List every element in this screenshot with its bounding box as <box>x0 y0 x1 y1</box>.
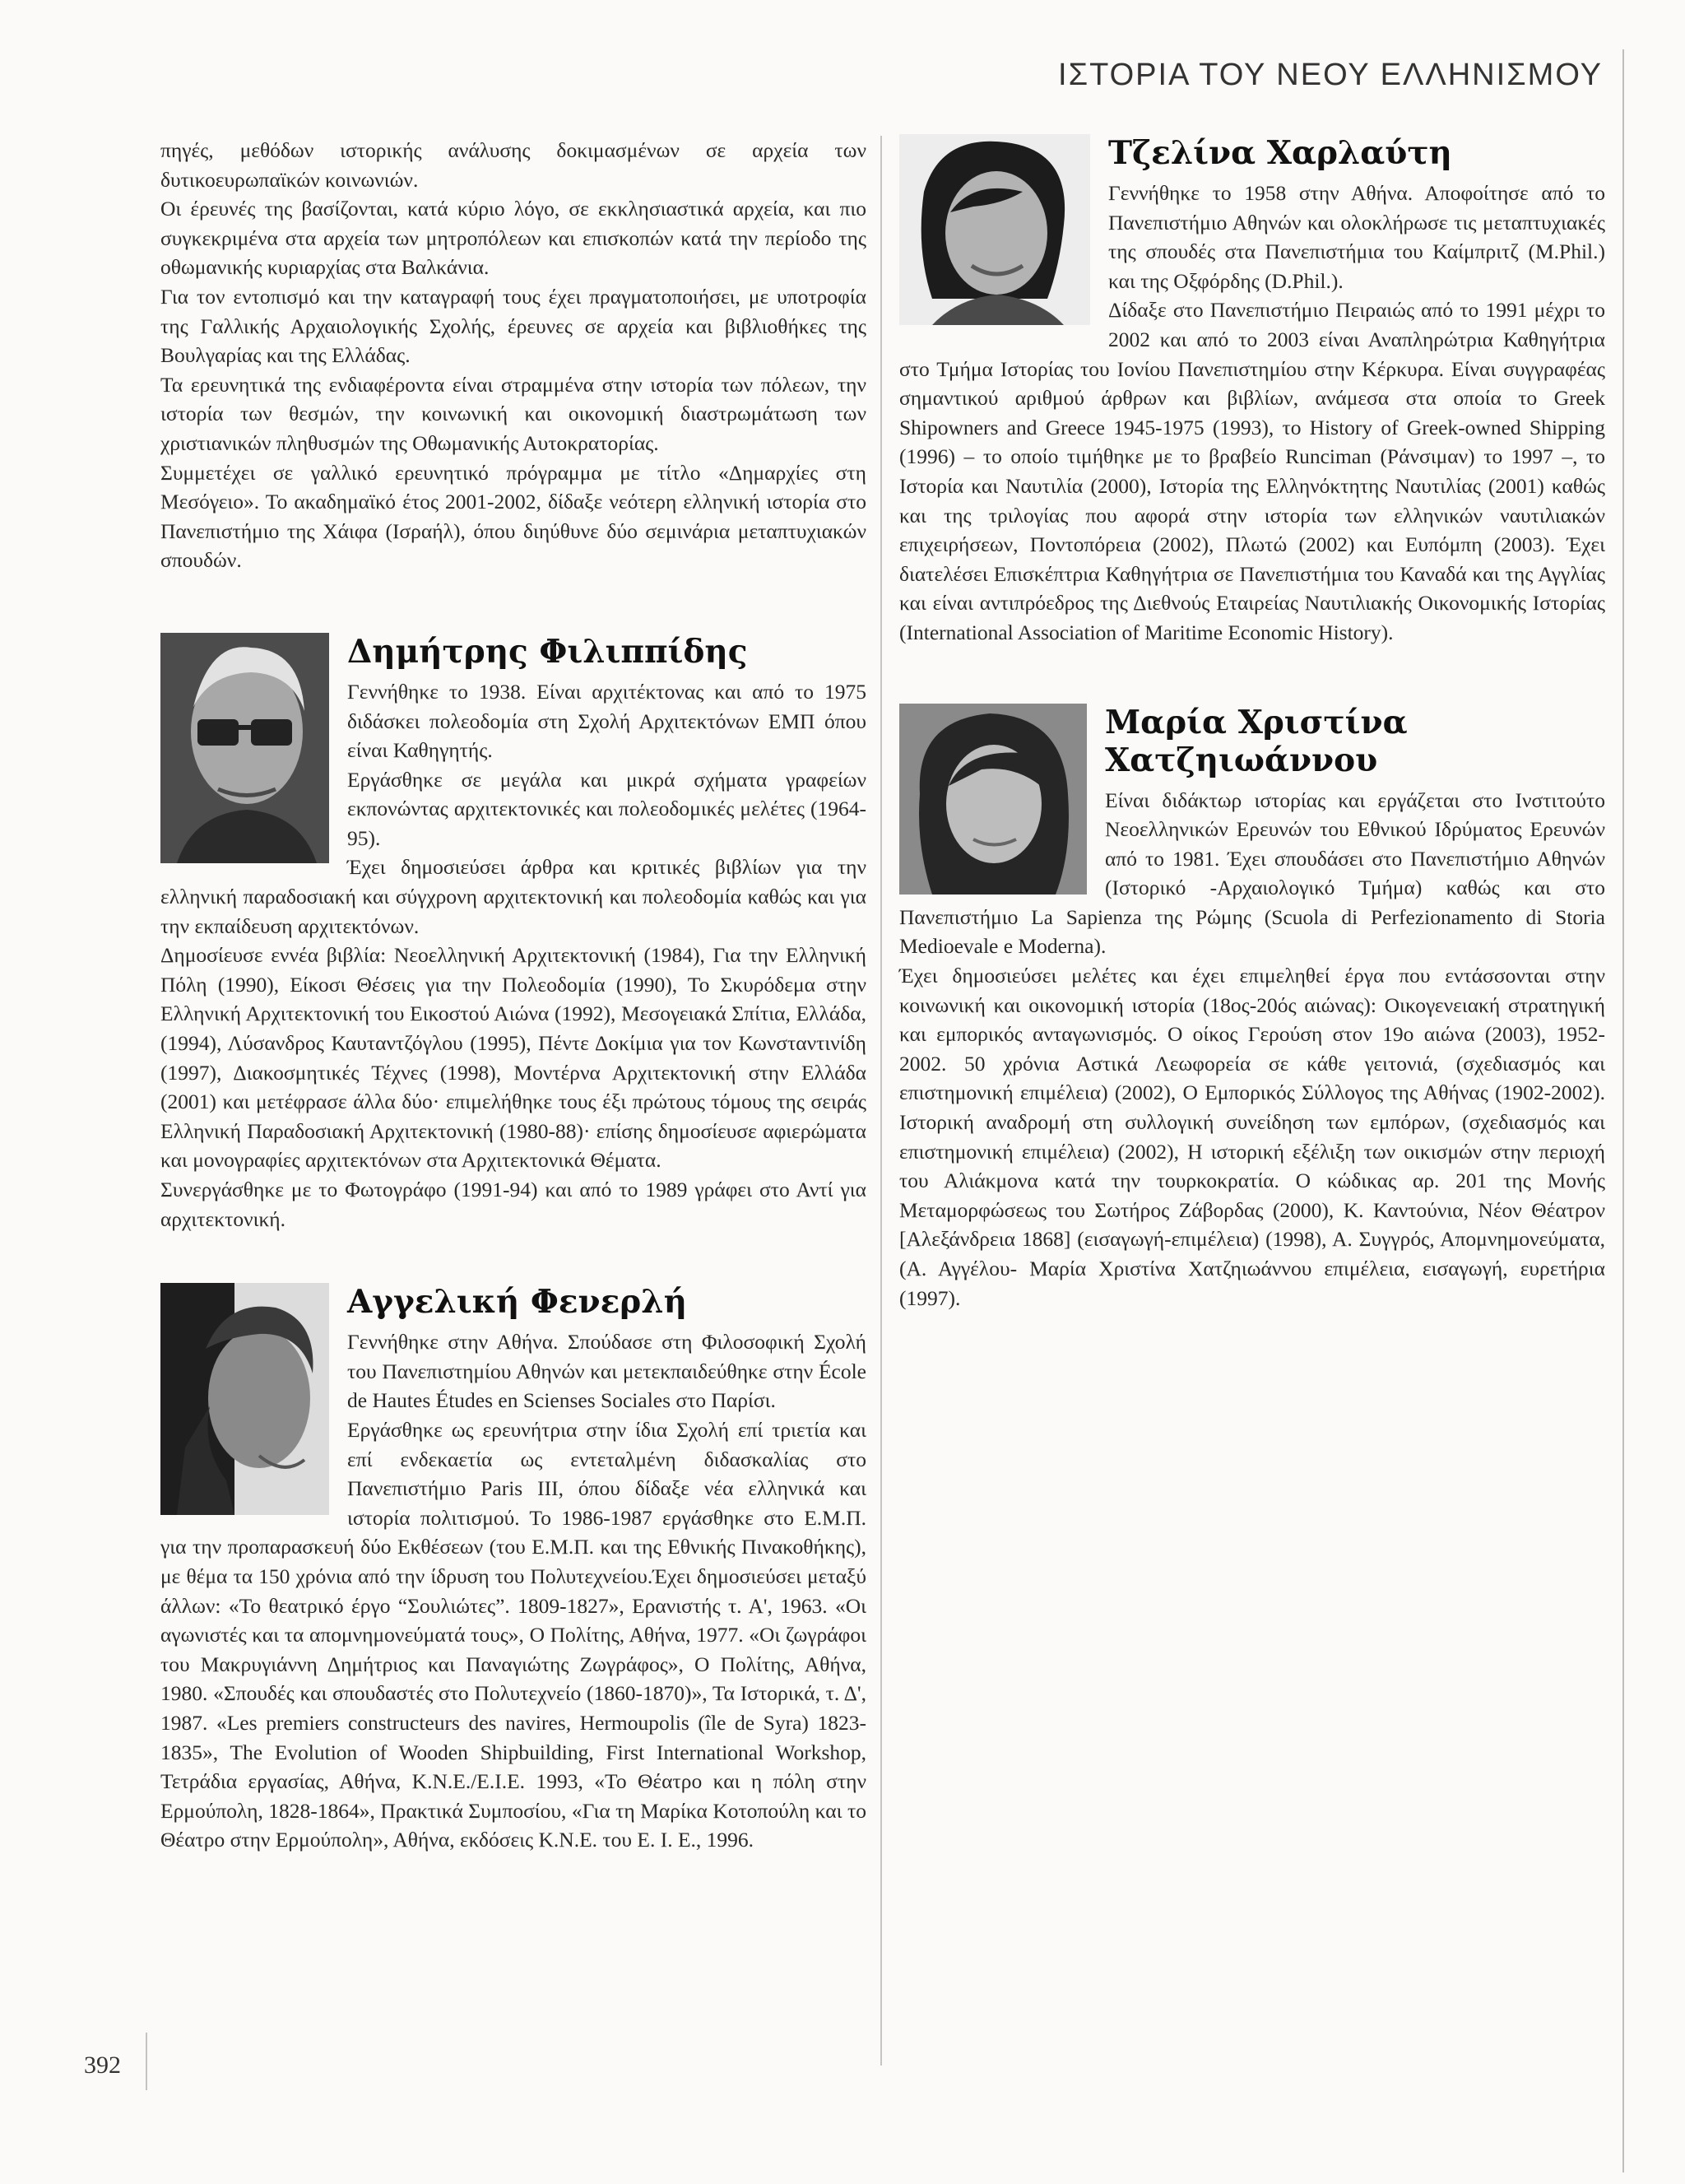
bio-paragraph: Έχει δημοσιεύσει μελέτες και έχει επιμεληθεί έργα που εντάσσονται στην κοινωνική και οικονομική ιστορία (18ος-20ός αιώνας): Οικογενειακή στρατηγική και εμπορικός ανταγωνισμός. Ο οίκος Γερούση στον 19ο αιώνα (2003), 1952- 2002. 50 χρόνια Αστικά Λεωφορεία σε κάθε γειτονιά, (σχεδιασμός και επιστημονική επιμέλεια) (2002), Ο Εμπορικός Σύλλογος της Αθήνας (1902-2002). Ιστορική αναδρομή στη συλλογική συνείδηση των εμπόρων, (σχεδιασμός και επιστημονική επιμέλεια) (2002), Η ιστορική εξέλιξη των οικισμών στην περιοχή του Αλιάκμονα κατά την τουρκοκρατία. Ο κώδικας αρ. 201 της Μονής Μεταμορφώσεως του Σωτήρος Ζάβορδας (2000), Κ. Καντούνια, Νέον Θέατρον [Αλεξάνδρεια 1868] (εισαγωγή-επιμέλεια) (1998), Α. Συγγρός, Απομνημονεύματα, (Α. Αγγέλου- Μαρία Χριστίνα Χατζηιωάννου επιμέλεια, εισαγωγή, ευρετήρια (1997). <box>899 964 1605 1310</box>
page-number: 392 <box>84 2052 121 2079</box>
bio-name: Δημήτρης Φιλιππίδης <box>347 632 748 671</box>
intro-paragraph: Τα ερευνητικά της ενδιαφέροντα είναι στραμμένα στην ιστορία των πόλεων, την ιστορία των θεσμών, την κοινωνική και οικονομική διαστρωμάτωση των χριστιανικών πληθυσμών της Οθωμανικής Αυτοκρατορίας. <box>160 372 866 455</box>
intro-text <box>160 136 866 575</box>
left-column <box>160 136 866 1855</box>
bio-feverli <box>160 1283 866 1855</box>
bio-hatziioannou <box>899 704 1605 1313</box>
intro-paragraph: Συμμετέχει σε γαλλικό ερευνητικό πρόγραμμα με τίτλο «Δημαρχίες στη Μεσόγειο». Το ακαδημαϊκό έτος 2001-2002, δίδαξε νεότερη ελληνική ιστορία στο Πανεπιστήμιο της Χάιφα (Ισραήλ), όπου διηύθυνε δύο σεμινάρια μεταπτυχιακών σπουδών. <box>160 460 866 573</box>
bio-paragraph: Δημοσίευσε εννέα βιβλία: Νεοελληνική Αρχιτεκτονική (1984), Για την Ελληνική Πόλη (1990), Είκοσι Θέσεις για την Πολεοδομία (1990), Το Σκυρόδεμα στην Ελληνική Αρχιτεκτονική του Εικοστού Αιώνα (1992), Μεσογειακά Σπίτια, Ελλάδα, (1994), Λύσανδρος Καυταντζόγλου (1995), Πέντε Δοκίμια για τον Κωνσταντινίδη (1997), Διακοσμητικές Τέχνες (1998), Μοντέρνα Αρχιτεκτονική στην Ελλάδα (2001) και μετέφρασε άλλα δύο· επιμελήθηκε τους έξι πρώτους τόμους της σειράς Ελληνική Παραδοσιακή Αρχιτεκτονική (1980-88)· επίσης δημοσίευσε αφιερώματα και μονογραφίες αρχιτεκτόνων στα Αρχιτεκτονικά Θέματα. <box>160 943 866 1173</box>
bio-paragraph: Είναι διδάκτωρ ιστορίας και εργάζεται στο Ινστιτούτο Νεοελληνικών Ερευνών του Εθνικού Ιδρύματος Ερευνών από το 1981. Έχει σπουδάσει στο Πανεπιστήμιο Αθηνών (Ιστορικό -Αρχαιολογικό Τμήμα) καθώς και στο Πανεπιστήμιο La Sapienza της Ρώμης (Scuola di Perfezionamento di Storia Medioevale e Moderna). <box>899 788 1605 959</box>
portrait-photo <box>899 134 1090 325</box>
bio-name: Μαρία Χριστίνα Χατζηιωάννου <box>1105 703 1408 779</box>
page-edge-rule <box>1622 49 1624 2172</box>
portrait-photo <box>160 633 329 863</box>
bio-name: Αγγελική Φενερλή <box>347 1283 687 1322</box>
bio-name: Τζελίνα Χαρλαύτη <box>1108 134 1452 172</box>
bio-paragraph: Έχει δημοσιεύσει άρθρα και κριτικές βιβλίων για την ελληνική παραδοσιακή και σύγχρονη αρχιτεκτονική και πολεοδομία καθώς και για την εκπαίδευση αρχιτεκτόνων. <box>160 855 866 938</box>
portrait-photo <box>899 704 1087 895</box>
bio-paragraph: Γεννήθηκε το 1938. Είναι αρχιτέκτονας και από το 1975 διδάσκει πολεοδομία στη Σχολή Αρχιτεκτόνων ΕΜΠ όπου είναι Καθηγητής. <box>347 679 866 763</box>
intro-paragraph: Οι έρευνές της βασίζονται, κατά κύριο λόγο, σε εκκλησιαστικά αρχεία, και πιο συγκεκριμένα στα αρχεία των μητροπόλεων και επισκοπών κατά την περίοδο της οθωμανικής κυριαρχίας στα Βαλκάνια. <box>160 197 866 280</box>
bio-paragraph: Γεννήθηκε το 1958 στην Αθήνα. Αποφοίτησε από το Πανεπιστήμιο Αθηνών και ολοκλήρωσε τις μεταπτυχιακές της σπουδές στα Πανεπιστήμια του Καίμπριτζ (M.Phil.) και της Οξφόρδης (D.Phil.). <box>1108 181 1605 293</box>
bio-paragraph: Εργάσθηκε ως ερευνήτρια στην ίδια Σχολή επί τριετία και επί ενδεκαετία ως εντεταλμένη διδασκαλίας στο Πανεπιστήμιο Paris III, όπου δίδαξε νέα ελληνικά και ιστορία πολιτισμού. Το 1986-1987 εργάσθηκε στο Ε.Μ.Π. για την προπαρασκευή δύο Εκθέσεων (του Ε.Μ.Π. και της Εθνικής Πινακοθήκης), με θέμα τα 150 χρόνια από την ίδρυση του Πολυτεχνείου.Έχει δημοσιεύσει μεταξύ άλλων: «Το θεατρικό έργο “Σουλιώτες”. 1809-1827», Ερανιστής τ. Α', 1963. «Οι αγωνιστές και τα απομνημονεύματά τους», Ο Πολίτης, Αθήνα, 1977. «Οι ζωγράφοι του Μακρυγιάννη Δημήτριος και Παναγιώτης Ζωγράφος», Ο Πολίτης, Αθήνα, 1980. «Σπουδές και σπουδαστές στο Πολυτεχνείο (1860-1870)», Τα Ιστορικά, τ. Δ', 1987. «Les premiers constructeurs des navires, Hermoupolis (île de Syra) 1823-1835», The Evolution of Wooden Shipbuilding, First International Workshop, Τετράδια εργασίας, Αθήνα, Κ.Ν.Ε./Ε.Ι.Ε. 1993, «Το Θέατρο και η πόλη στην Ερμούπολη, 1828-1864», Πρακτικά Συμποσίου, «Για τη Μαρίκα Κοτοπούλη και το Θέατρο στην Ερμούπολη», Αθήνα, εκδόσεις Κ.Ν.Ε. του Ε. Ι. Ε., 1996. <box>160 1417 866 1852</box>
portrait-photo <box>160 1283 329 1515</box>
bio-paragraph: Δίδαξε στο Πανεπιστήμιο Πειραιώς από το 1991 μέχρι το 2002 και από το 2003 είναι Αναπληρώτρια Καθηγήτρια στο Τμήμα Ιστορίας του Ιονίου Πανεπιστημίου στην Κέρκυρα. Είναι συγγραφέας σημαντικού αριθμού άρθρων και βιβλίων, ανάμεσα στα οποία το Greek Shipowners and Greece 1945-1975 (1993), το History of Greek-owned Shipping (1996) – το οποίο τιμήθηκε με το βραβείο Runciman (Ράνσιμαν) το 1997 –, το Ιστορία και Ναυτιλία (2000), Ιστορία της Ελληνόκτητης Ναυτιλίας (2001) καθώς και της τριλογίας που αφορά στην ιστορία των ελληνικών ναυτιλιακών επιχειρήσεων, Ποντοπόρεια (2002), Πλωτώ (2002) και Ευπόμπη (2003). Έχει διατελέσει Επισκέπτρια Καθηγήτρια σε Πανεπιστήμια του Καναδά και της Αγγλίας και είναι αντιπρόεδρος της Διεθνούς Εταιρείας Ναυτιλιακής Οικονομικής Ιστορίας (International Association of Maritime Economic History). <box>899 298 1605 644</box>
intro-paragraph: Για τον εντοπισμό και την καταγραφή τους έχει πραγματοποιήσει, με υποτροφία της Γαλλικής Αρχαιολογικής Σχολής, έρευνες σε αρχεία και βιβλιοθήκες της Βουλγαρίας και της Ελλάδας. <box>160 284 866 368</box>
page-number-rule <box>146 2033 147 2090</box>
right-column <box>899 136 1605 1313</box>
column-divider <box>880 136 882 2066</box>
intro-paragraph: πηγές, μεθόδων ιστορικής ανάλυσης δοκιμασμένων σε αρχεία των δυτικοευρωπαϊκών κοινωνιών. <box>160 138 866 192</box>
running-head: ΙΣΤΟΡΙΑ ΤΟΥ ΝΕΟΥ ΕΛΛΗΝΙΣΜΟΥ <box>1058 58 1603 92</box>
bio-paragraph: Εργάσθηκε σε μεγάλα και μικρά σχήματα γραφείων εκπονώντας αρχιτεκτονικές και πολεοδομικές μελέτες (1964-95). <box>347 767 866 850</box>
bio-filippidis <box>160 633 866 1234</box>
bio-paragraph: Γεννήθηκε στην Αθήνα. Σπούδασε στη Φιλοσοφική Σχολή του Πανεπιστημίου Αθηνών και μετεκπαιδεύθηκε στην École de Hautes Études en Scienses Sociales στο Παρίσι. <box>347 1330 866 1413</box>
bio-harlafti <box>899 134 1605 648</box>
bio-paragraph: Συνεργάσθηκε με το Φωτογράφο (1991-94) και από το 1989 γράφει στο Αντί για αρχιτεκτονική. <box>160 1178 866 1231</box>
